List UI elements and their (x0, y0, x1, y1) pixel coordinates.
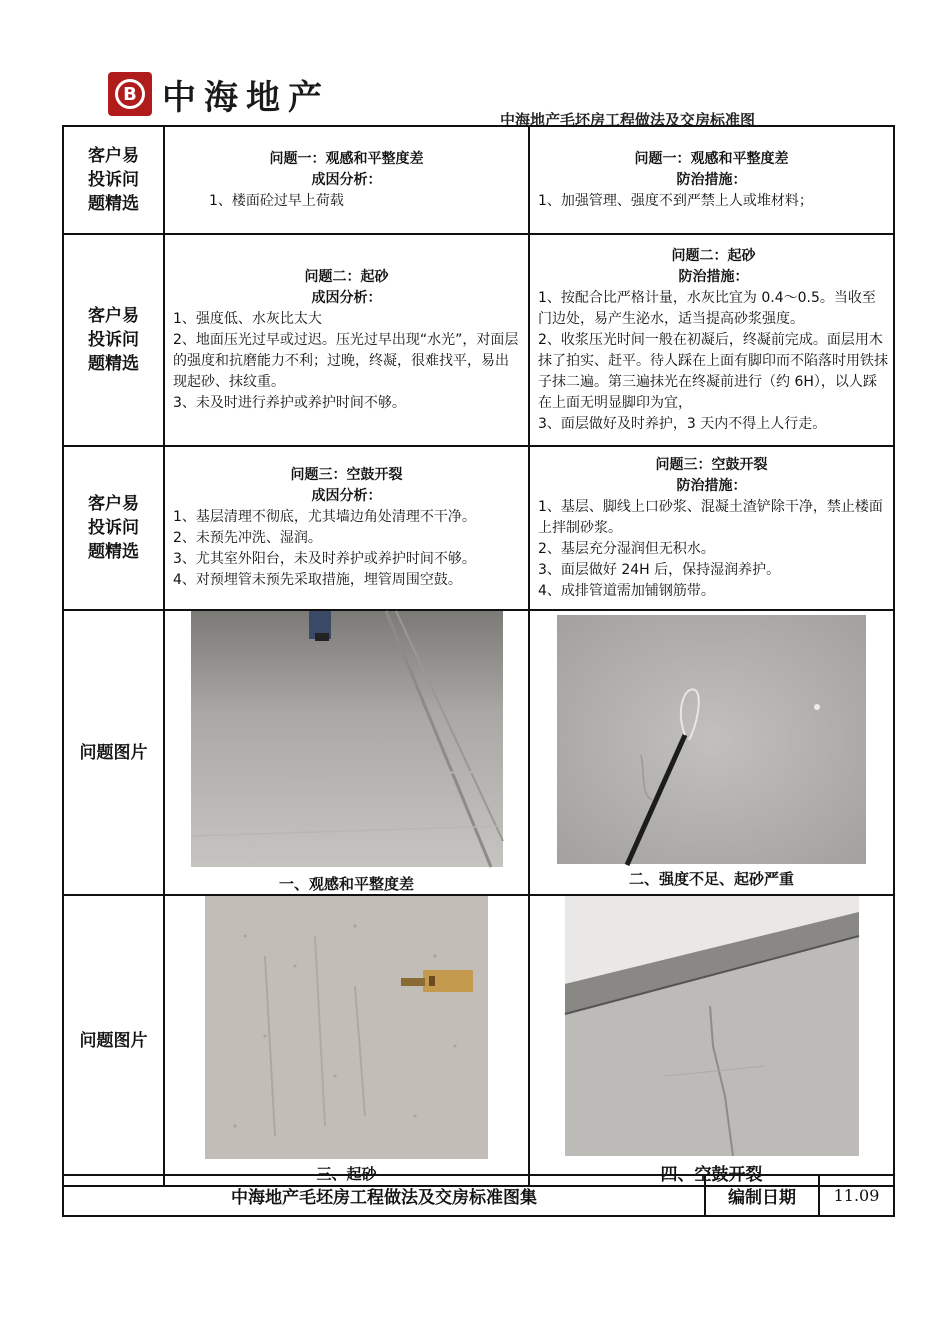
problem-title: 问题二：起砂 (304, 268, 389, 285)
list-item: 3、面层做好及时养护，3 天内不得上人行走。 (538, 415, 827, 432)
list-item: 4、对预埋管未预先采取措施，埋管周围空鼓。 (173, 572, 462, 588)
date-value: 11.09 (819, 1175, 894, 1216)
dusting-floor-photo (205, 896, 488, 1159)
list-item: 1、强度低、水灰比太大 (173, 310, 322, 327)
section-subtitle: 成因分析： (311, 171, 382, 188)
list-item: 2、基层充分湿润但无积水。 (538, 540, 715, 557)
logo-emblem-icon: B (108, 72, 152, 116)
floor-unevenness-photo (191, 611, 503, 867)
cause-analysis-cell (164, 234, 529, 446)
table-row (63, 895, 894, 1186)
prevention-cell (529, 446, 894, 610)
problem-title: 问题一：观感和平整度差 (269, 150, 424, 167)
page-top-title: 中海地产毛坯房工程做法及交房标准图 (500, 111, 756, 129)
logo-text: 中海地产 (162, 77, 330, 118)
section-subtitle: 成因分析： (311, 289, 382, 306)
list-item: 1、按配合比严格计量，水灰比宜为 0.4～0.5。当收至门边处，易产生泌水，适当提高砂浆强度。 (538, 289, 876, 327)
footer-title: 中海地产毛坯房工程做法及交房标准图集 (63, 1175, 705, 1216)
list-item: 2、未预先冲洗、湿润。 (173, 530, 322, 546)
photo-cell (529, 895, 894, 1186)
table-row (63, 126, 894, 234)
row-label: 问题图片 (63, 610, 164, 895)
list-item: 3、未及时进行养护或养护时间不够。 (173, 394, 406, 411)
photo-cell (529, 610, 894, 895)
hollow-crack-photo (565, 896, 859, 1156)
list-item: 1、基层清理不彻底，尤其墙边角处清理不干净。 (173, 509, 476, 525)
photo-caption: 三、起砂 (316, 1165, 377, 1183)
photo-cell (164, 895, 529, 1186)
section-subtitle: 成因分析： (311, 488, 382, 504)
list-item: 1、基层、脚线上口砂浆、混凝土渣铲除干净，禁止楼面上拌制砂浆。 (538, 498, 883, 536)
list-item: 1、楼面砼过早上荷载 (209, 192, 344, 209)
prevention-cell (529, 234, 894, 446)
section-subtitle: 防治措施： (676, 171, 747, 188)
photo-cell (164, 610, 529, 895)
row-label: 客户易投诉问题精选 (63, 446, 164, 610)
standards-table (62, 125, 895, 1187)
list-item: 4、成排管道需加铺钢筋带。 (538, 582, 715, 599)
sanding-surface-photo (557, 615, 866, 864)
photo-caption: 四、空鼓开裂 (660, 1165, 763, 1185)
section-subtitle: 防治措施： (678, 268, 749, 285)
footer-row (63, 1175, 894, 1216)
list-item: 2、地面压光过早或过迟。压光过早出现“水光”，对面层的强度和抗磨能力不利；过晚，终凝，很难找平，易出现起砂、抹纹重。 (173, 331, 519, 390)
photo-caption: 二、强度不足、起砂严重 (628, 870, 794, 888)
problem-title: 问题一：观感和平整度差 (634, 150, 789, 167)
table-row (63, 234, 894, 446)
problem-title: 问题二：起砂 (671, 247, 756, 264)
row-label: 客户易投诉问题精选 (63, 126, 164, 234)
table-row (63, 446, 894, 610)
row-label: 问题图片 (63, 895, 164, 1186)
row-label: 客户易投诉问题精选 (63, 234, 164, 446)
list-item: 1、加强管理、强度不到严禁上人或堆材料； (538, 192, 813, 209)
list-item: 3、尤其室外阳台，未及时养护或养护时间不够。 (173, 551, 476, 567)
problem-title: 问题三：空鼓开裂 (290, 467, 403, 483)
section-subtitle: 防治措施： (676, 477, 747, 494)
photo-caption: 一、观感和平整度差 (278, 875, 414, 893)
prevention-cell (529, 126, 894, 234)
table-row (63, 610, 894, 895)
company-logo (108, 72, 330, 116)
list-item: 3、面层做好 24H 后，保持湿润养护。 (538, 561, 781, 578)
date-label: 编制日期 (705, 1175, 819, 1216)
footer-table (62, 1174, 895, 1217)
cause-analysis-cell (164, 126, 529, 234)
list-item: 2、收浆压光时间一般在初凝后，终凝前完成。面层用木抹了拍实、赶平。待人踩在上面有脚印而不陷落时用铁抹子抹二遍。第三遍抹光在终凝前进行（约 6H），以人踩在上面无明显脚印为宜， (538, 331, 888, 411)
problem-title: 问题三：空鼓开裂 (655, 456, 768, 473)
cause-analysis-cell (164, 446, 529, 610)
